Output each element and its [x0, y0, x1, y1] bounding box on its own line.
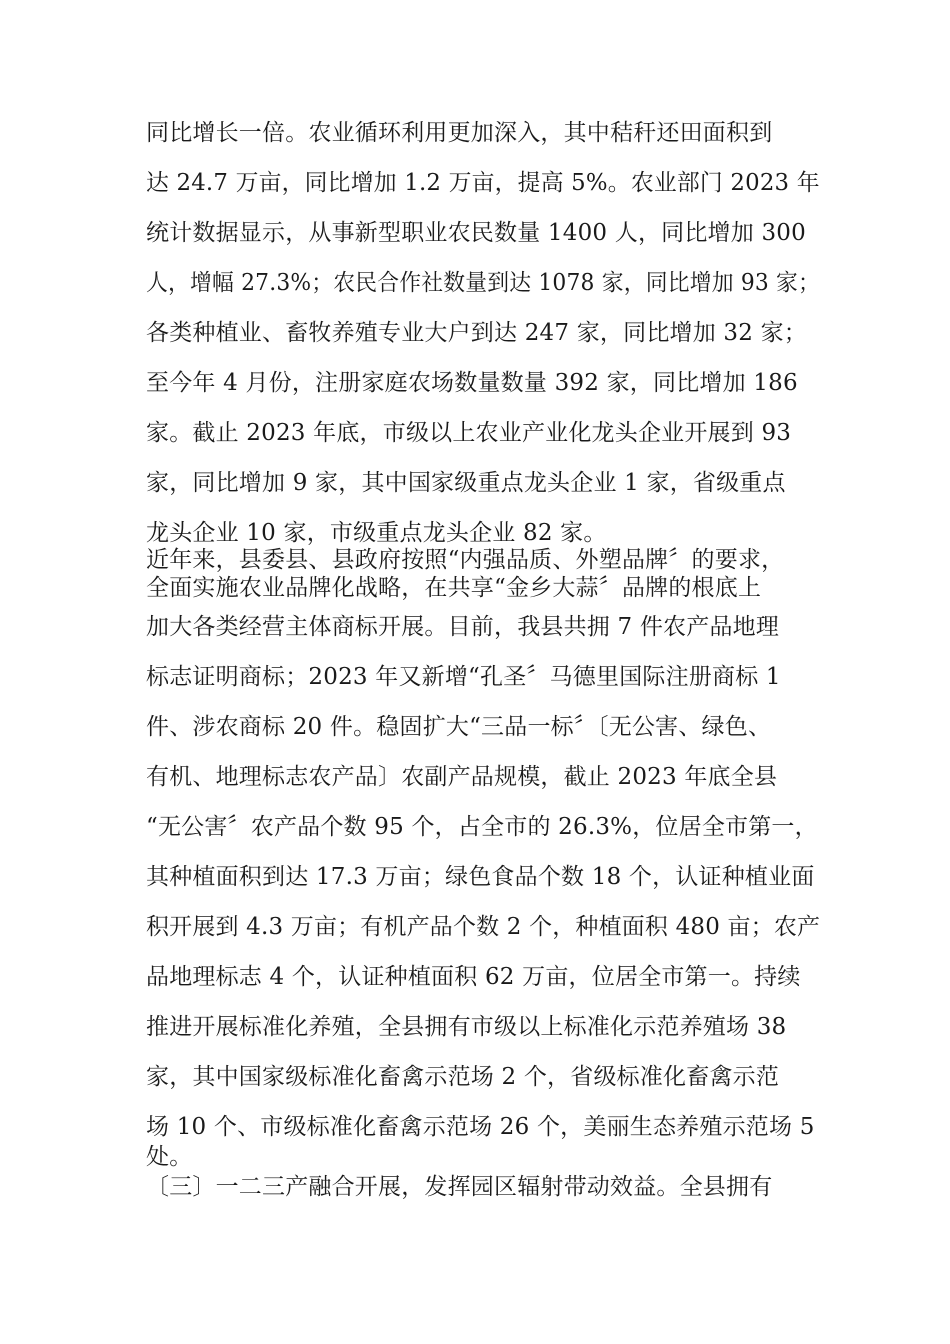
- text-line: 场 10 个、市级标准化畜禽示范场 26 个，美丽生态养殖示范场 5: [146, 1114, 815, 1140]
- text-line: 推进开展标准化养殖，全县拥有市级以上标准化示范养殖场 38: [146, 1014, 787, 1040]
- text-line: 龙头企业 10 家，市级重点龙头企业 82 家。: [146, 520, 607, 546]
- text-line: 同比增长一倍。农业循环利用更加深入，其中秸秆还田面积到: [146, 120, 773, 146]
- text-line: 加大各类经营主体商标开展。目前，我县共拥 7 件农产品地理: [146, 614, 780, 640]
- paragraph-start-line: 近年来，县委县、县政府按照“内强品质、外塑品牌〞的要求，: [146, 547, 785, 573]
- text-line: 人，增幅 27.3%；农民合作社数量到达 1078 家，同比增加 93 家；: [146, 270, 821, 296]
- text-line: 家，同比增加 9 家，其中国家级重点龙头企业 1 家，省级重点: [146, 470, 786, 496]
- text-line: “无公害〞农产品个数 95 个，占全市的 26.3%，位居全市第一，: [146, 814, 818, 840]
- text-line: 积开展到 4.3 万亩；有机产品个数 2 个，种植面积 480 亩；农产: [146, 914, 821, 940]
- text-line: 达 24.7 万亩，同比增加 1.2 万亩，提高 5%。农业部门 2023 年: [146, 170, 820, 196]
- text-line: 件、涉农商标 20 件。稳固扩大“三品一标〞〔无公害、绿色、: [146, 714, 772, 740]
- text-line: 全面实施农业品牌化战略，在共享“金乡大蒜〞品牌的根底上: [146, 575, 762, 601]
- text-line: 家，其中国家级标准化畜禽示范场 2 个，省级标准化畜禽示范: [146, 1064, 780, 1090]
- section-heading-line: 〔三〕一二三产融合开展，发挥园区辐射带动效益。全县拥有: [146, 1174, 773, 1200]
- text-line: 统计数据显示，从事新型职业农民数量 1400 人，同比增加 300: [146, 220, 806, 246]
- text-line: 品地理标志 4 个，认证种植面积 62 万亩，位居全市第一。持续: [146, 964, 801, 990]
- text-line: 处。: [146, 1144, 193, 1170]
- text-line: 家。截止 2023 年底，市级以上农业产业化龙头企业开展到 93: [146, 420, 792, 446]
- text-line: 各类种植业、畜牧养殖专业大户到达 247 家，同比增加 32 家；: [146, 320, 808, 346]
- text-line: 至今年 4 月份，注册家庭农场数量数量 392 家，同比增加 186: [146, 370, 798, 396]
- text-line: 标志证明商标；2023 年又新增“孔圣〞马德里国际注册商标 1: [146, 664, 781, 690]
- text-line: 有机、地理标志农产品〕农副产品规模，截止 2023 年底全县: [146, 764, 778, 790]
- text-line: 其种植面积到达 17.3 万亩；绿色食品个数 18 个，认证种植业面: [146, 864, 815, 890]
